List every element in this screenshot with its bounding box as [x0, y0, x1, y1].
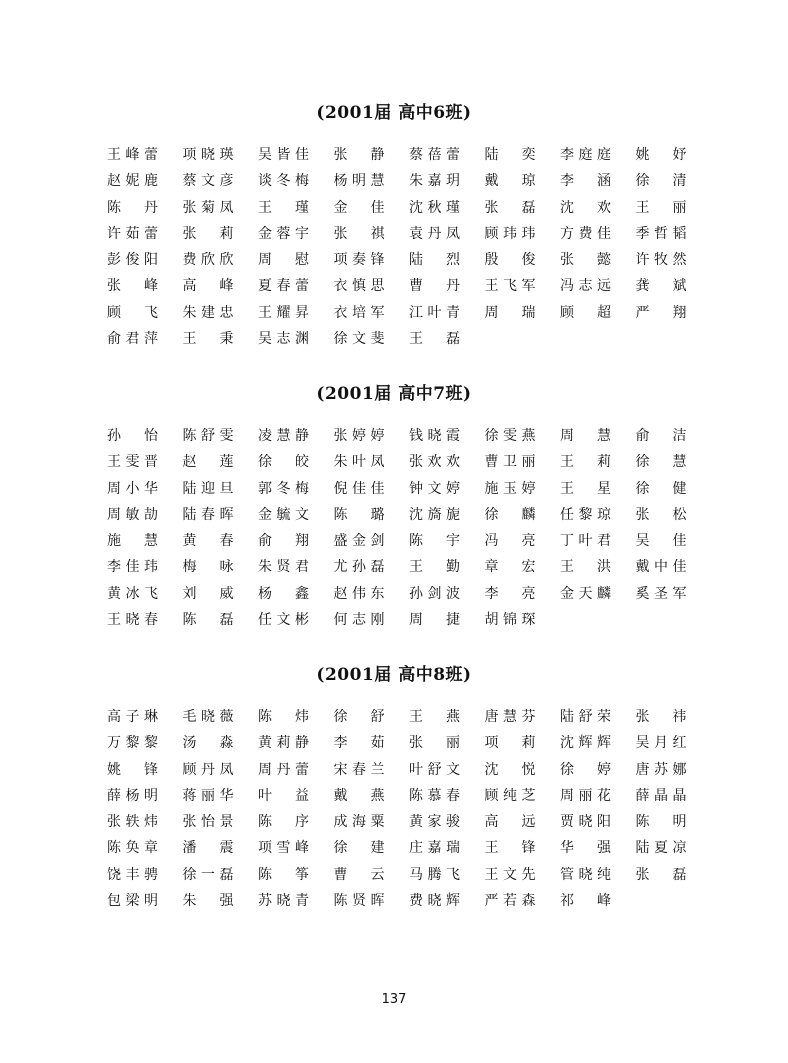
student-name: 朱 强	[182, 893, 234, 910]
student-name: 黄家骏	[409, 814, 460, 831]
student-name: 王 星	[560, 480, 611, 497]
student-name: 戴 燕	[333, 787, 385, 804]
student-name: 俞 翔	[258, 533, 309, 550]
student-name: 钟文婷	[409, 480, 460, 497]
student-name: 高 远	[484, 814, 536, 831]
student-name: 衣慎思	[333, 278, 385, 295]
name-row	[107, 607, 685, 633]
student-name: 张怡景	[182, 814, 234, 831]
student-name: 饶丰骋	[107, 866, 158, 883]
student-name: 成海粟	[333, 814, 385, 831]
student-name: 梅 咏	[182, 559, 234, 576]
student-name: 陈慕春	[409, 787, 460, 804]
student-name: 王飞军	[484, 278, 536, 295]
student-name: 陈 璐	[333, 506, 385, 523]
student-name: 金 佳	[333, 199, 385, 216]
student-name: 庄嘉瑞	[409, 840, 460, 857]
student-name: 黄 春	[182, 533, 234, 550]
student-name: 费晓辉	[409, 893, 460, 910]
name-row	[107, 581, 685, 607]
student-name: 顾丹凤	[182, 761, 234, 778]
student-name: 衣培军	[333, 304, 385, 321]
student-name: 陆 奕	[484, 147, 536, 163]
student-name: 王耀昇	[258, 304, 309, 321]
student-name: 王雯晋	[107, 454, 158, 471]
student-name: 项奏锋	[333, 252, 385, 269]
name-row	[107, 195, 685, 221]
class-section-8	[0, 662, 788, 914]
student-name: 吴志渊	[258, 331, 309, 348]
student-name: 徐 麟	[484, 506, 536, 523]
student-name: 蔡文彦	[182, 173, 234, 190]
student-name: 黄冰飞	[107, 585, 158, 602]
student-name: 张婷婷	[333, 428, 385, 444]
student-name: 顾 飞	[107, 304, 158, 321]
student-name: 王峰蕾	[107, 147, 158, 163]
student-name: 唐慧芬	[484, 709, 536, 725]
student-name: 李 茹	[333, 735, 385, 752]
name-row	[107, 862, 685, 888]
student-name: 王 洪	[560, 559, 611, 576]
student-name: 蒋丽华	[182, 787, 234, 804]
student-name: 周丽花	[560, 787, 611, 804]
student-name: 王 锋	[484, 840, 536, 857]
student-name: 王 秉	[182, 331, 234, 348]
student-name: 姚 妤	[635, 147, 687, 163]
student-name: 王 丽	[635, 199, 687, 216]
student-name: 李 涵	[560, 173, 611, 190]
student-name: 季哲韬	[635, 225, 687, 242]
student-name: 许茹蕾	[107, 225, 158, 242]
student-name: 叶 益	[258, 787, 309, 804]
student-name: 徐 健	[635, 480, 687, 497]
student-name: 夏春蕾	[258, 278, 309, 295]
student-name: 宋春兰	[333, 761, 385, 778]
student-name: 王文先	[484, 866, 536, 883]
student-name: 任文彬	[258, 612, 309, 629]
student-name: 戴中佳	[635, 559, 687, 576]
student-name: 孙 怡	[107, 428, 158, 444]
student-name: 朱叶凤	[333, 454, 385, 471]
student-name: 王 莉	[560, 454, 611, 471]
student-name: 冯志远	[560, 278, 611, 295]
name-row	[107, 757, 685, 783]
student-name: 丁叶君	[560, 533, 611, 550]
name-row	[107, 423, 685, 449]
section-title: (2001届 高中8班)	[316, 665, 472, 685]
student-name: 项 莉	[484, 735, 536, 752]
name-grid	[107, 142, 685, 352]
student-name: 陈 磊	[182, 612, 234, 629]
student-name: 祁 峰	[560, 893, 611, 910]
student-name: 袁丹凤	[409, 225, 460, 242]
student-name: 顾 超	[560, 304, 611, 321]
student-name: 俞君萍	[107, 331, 158, 348]
student-name: 吴皆佳	[258, 147, 309, 163]
student-name: 唐苏娜	[635, 761, 687, 778]
student-name: 蔡蓓蕾	[409, 147, 460, 163]
name-row	[107, 783, 685, 809]
name-row	[107, 168, 685, 194]
student-name: 朱嘉玥	[409, 173, 460, 190]
student-name: 何志刚	[333, 612, 385, 629]
student-name: 陈 丹	[107, 199, 158, 216]
student-name: 王 瑾	[258, 199, 309, 216]
student-name: 陆迎旦	[182, 480, 234, 497]
student-name: 张 磊	[484, 199, 536, 216]
student-name: 彭俊阳	[107, 252, 158, 269]
student-name: 张 祺	[333, 225, 385, 242]
name-row	[107, 221, 685, 247]
student-name: 张 松	[635, 506, 687, 523]
student-name: 郭冬梅	[258, 480, 309, 497]
student-name: 冯 亮	[484, 533, 536, 550]
name-row	[107, 704, 685, 730]
student-name: 薛杨明	[107, 787, 158, 804]
student-name: 凌慧静	[258, 428, 309, 444]
student-name: 周 慰	[258, 252, 309, 269]
student-name: 张 磊	[635, 866, 687, 883]
student-name: 倪佳佳	[333, 480, 385, 497]
student-name: 顾纯芝	[484, 787, 536, 804]
student-name: 项晓瑛	[182, 147, 234, 163]
student-name: 黄莉静	[258, 735, 309, 752]
name-row	[107, 502, 685, 528]
student-name: 张欢欢	[409, 454, 460, 471]
student-name: 沈 悦	[484, 761, 536, 778]
student-name: 严若森	[484, 893, 536, 910]
student-name: 金蓉宇	[258, 225, 309, 242]
student-name: 沈 欢	[560, 199, 611, 216]
section-title: (2001届 高中6班)	[316, 103, 472, 123]
student-name: 杨 鑫	[258, 585, 309, 602]
student-name: 陈贤晖	[333, 893, 385, 910]
student-name: 陈 炜	[258, 709, 309, 725]
student-name: 张菊凤	[182, 199, 234, 216]
student-name: 管晓纯	[560, 866, 611, 883]
student-name: 陈 筝	[258, 866, 309, 883]
name-row	[107, 300, 685, 326]
student-name: 毛晓薇	[182, 709, 234, 725]
name-row	[107, 326, 685, 352]
student-name: 李 亮	[484, 585, 536, 602]
student-name: 章 宏	[484, 559, 536, 576]
student-name: 陆春晖	[182, 506, 234, 523]
student-name: 朱贤君	[258, 559, 309, 576]
student-name: 徐 清	[635, 173, 687, 190]
student-name: 张轶炜	[107, 814, 158, 831]
name-row	[107, 554, 685, 580]
student-name: 方费佳	[560, 225, 611, 242]
student-name: 李庭庭	[560, 147, 611, 163]
student-name: 吴月红	[635, 735, 687, 752]
student-name: 钱晓霞	[409, 428, 460, 444]
student-name: 王 燕	[409, 709, 460, 725]
name-row	[107, 528, 685, 554]
student-name: 徐 慧	[635, 454, 687, 471]
name-grid	[107, 704, 685, 914]
student-name: 周 瑞	[484, 304, 536, 321]
student-name: 徐 建	[333, 840, 385, 857]
student-name: 龚 斌	[635, 278, 687, 295]
name-row	[107, 273, 685, 299]
student-name: 徐雯燕	[484, 428, 536, 444]
student-name: 胡锦琛	[484, 612, 536, 629]
student-name: 薛晶晶	[635, 787, 687, 804]
name-row	[107, 142, 685, 168]
student-name: 周丹蕾	[258, 761, 309, 778]
name-row	[107, 835, 685, 861]
name-row	[107, 888, 685, 914]
student-name: 杨明慧	[333, 173, 385, 190]
student-name: 张 懿	[560, 252, 611, 269]
student-name: 陈 序	[258, 814, 309, 831]
section-title: (2001届 高中7班)	[316, 384, 472, 404]
student-name: 刘 威	[182, 585, 234, 602]
name-grid	[107, 423, 685, 633]
student-name: 任黎琼	[560, 506, 611, 523]
student-name: 叶舒文	[409, 761, 460, 778]
student-name: 华 强	[560, 840, 611, 857]
student-name: 项雪峰	[258, 840, 309, 857]
student-name: 曹 丹	[409, 278, 460, 295]
student-name: 殷 俊	[484, 252, 536, 269]
student-name: 陆舒荣	[560, 709, 611, 725]
class-section-7	[0, 381, 788, 633]
student-name: 周 慧	[560, 428, 611, 444]
student-name: 奚圣军	[635, 585, 687, 602]
page-number: 137	[381, 992, 407, 1007]
student-name: 万黎黎	[107, 735, 158, 752]
student-name: 戴 琼	[484, 173, 536, 190]
student-name: 周 捷	[409, 612, 460, 629]
student-name: 徐 婷	[560, 761, 611, 778]
student-name: 俞 洁	[635, 428, 687, 444]
student-name: 张 丽	[409, 735, 460, 752]
student-name: 张 静	[333, 147, 385, 163]
student-name: 包梁明	[107, 893, 158, 910]
student-name: 王 勤	[409, 559, 460, 576]
student-name: 王晓春	[107, 612, 158, 629]
student-name: 沈旖旎	[409, 506, 460, 523]
student-name: 张 峰	[107, 278, 158, 295]
student-name: 王 磊	[409, 331, 460, 348]
student-name: 沈辉辉	[560, 735, 611, 752]
student-name: 陈舒雯	[182, 428, 234, 444]
student-name: 徐一磊	[182, 866, 234, 883]
student-name: 马腾飞	[409, 866, 460, 883]
student-name: 陈 宇	[409, 533, 460, 550]
student-name: 盛金剑	[333, 533, 385, 550]
student-name: 张 莉	[182, 225, 234, 242]
student-name: 金毓文	[258, 506, 309, 523]
student-name: 金天麟	[560, 585, 611, 602]
student-name: 徐 皎	[258, 454, 309, 471]
student-name: 姚 锋	[107, 761, 158, 778]
student-name: 吴 佳	[635, 533, 687, 550]
student-name: 谈冬梅	[258, 173, 309, 190]
student-name: 赵妮鹿	[107, 173, 158, 190]
student-name: 苏晓青	[258, 893, 309, 910]
student-name: 陈 明	[635, 814, 687, 831]
student-name: 张 祎	[635, 709, 687, 725]
student-name: 尤孙磊	[333, 559, 385, 576]
student-name: 汤 淼	[182, 735, 234, 752]
student-name: 周小华	[107, 480, 158, 497]
student-name: 严 翔	[635, 304, 687, 321]
student-name: 赵伟东	[333, 585, 385, 602]
student-name: 李佳玮	[107, 559, 158, 576]
student-name: 潘 震	[182, 840, 234, 857]
student-name: 江叶青	[409, 304, 460, 321]
class-section-6	[0, 100, 788, 352]
student-name: 顾玮玮	[484, 225, 536, 242]
student-name: 周敏劼	[107, 506, 158, 523]
student-name: 陈奂章	[107, 840, 158, 857]
student-name: 施玉婷	[484, 480, 536, 497]
name-row	[107, 476, 685, 502]
student-name: 赵 莲	[182, 454, 234, 471]
student-name: 贾晓阳	[560, 814, 611, 831]
student-name: 朱建忠	[182, 304, 234, 321]
student-name: 孙剑波	[409, 585, 460, 602]
student-name: 费欣欣	[182, 252, 234, 269]
name-row	[107, 730, 685, 756]
student-name: 曹卫丽	[484, 454, 536, 471]
student-name: 陆 烈	[409, 252, 460, 269]
student-name: 施 慧	[107, 533, 158, 550]
name-row	[107, 247, 685, 273]
name-row	[107, 809, 685, 835]
student-name: 高子琳	[107, 709, 158, 725]
name-row	[107, 449, 685, 475]
student-name: 徐 舒	[333, 709, 385, 725]
student-name: 徐文斐	[333, 331, 385, 348]
student-name: 高 峰	[182, 278, 234, 295]
student-name: 许牧然	[635, 252, 687, 269]
student-name: 陆夏凉	[635, 840, 687, 857]
student-name: 沈秋瑾	[409, 199, 460, 216]
student-name: 曹 云	[333, 866, 385, 883]
